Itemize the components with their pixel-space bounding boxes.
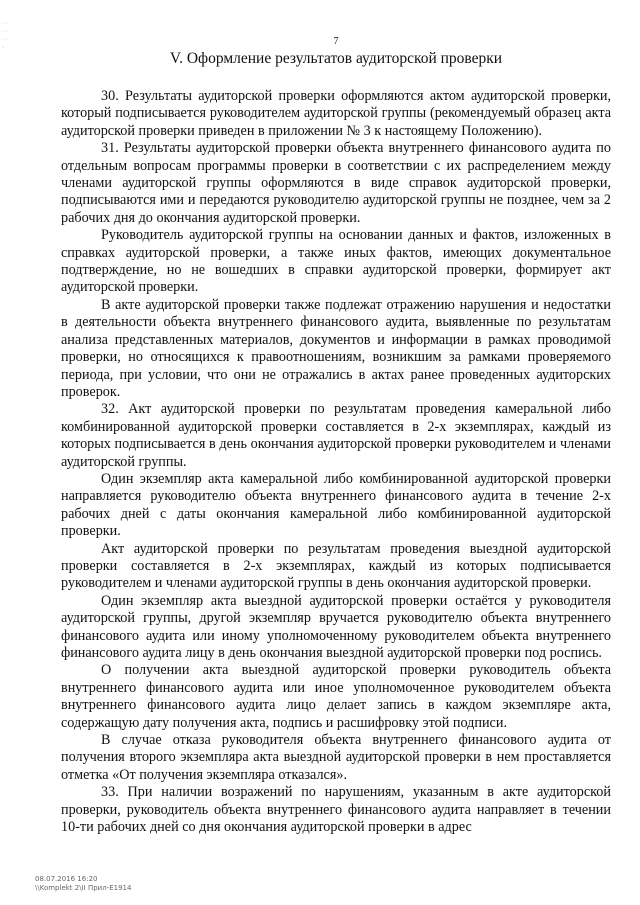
footer-file-path: \\Komplekt 2\II Прил-Е1914 — [35, 884, 132, 892]
paragraph-32-receipt: О получении акта выездной аудиторской проверки руководитель объекта внутреннего финансового аудита или иное уполномоченное руководителем объекта внутреннего финансового аудита лицо делает запись в каждом экземпляре акта, содержащую дату получения акта, подпись и расшифровку этой подписи. — [61, 662, 611, 731]
section-heading: V. Оформление результатов аудиторской проверки — [169, 50, 503, 67]
paragraph-31-act: В акте аудиторской проверки также подлежат отражению нарушения и недостатки в деятельности объекта внутреннего финансового аудита, выявленные по результатам анализа представленных материалов, документов и информации в рамках проводимой проверки, но относящихся к правоотношениям, возникшим за рамками проверяемого периода, при условии, что они не отражались в актах ранее проведенных аудиторских проверок. — [61, 296, 611, 400]
paragraph-32-onsite: Акт аудиторской проверки по результатам проведения выездной аудиторской проверки составляется в 2-х экземплярах, каждый из которых подписывается руководителем и членами аудиторской группы в день окончания аудиторской проверки. — [61, 540, 611, 592]
body-text — [61, 88, 611, 836]
scan-margin-marks: · · · · · · · — [2, 21, 8, 51]
file-footer — [35, 875, 131, 893]
paragraph-31: 31. Результаты аудиторской проверки объекта внутреннего финансового аудита по отдельным вопросам программы проверки в соответствии с их распределением между членами аудиторской группы оформляются в виде справок аудиторской проверки, подписываются ими и передаются руководителю аудиторской группы не позднее, чем за 2 рабочих дня до окончания аудиторской проверки. — [61, 140, 611, 226]
paragraph-32-copy-sent: Один экземпляр акта камеральной либо комбинированной аудиторской проверки направляется руководителю объекта внутреннего финансового аудита в течение 2-х рабочих дней с даты окончания камеральной либо комбинированной аудиторской проверки. — [61, 470, 611, 540]
footer-timestamp: 08.07.2016 16:20 — [35, 875, 98, 883]
paragraph-33: 33. При наличии возражений по нарушениям, указанным в акте аудиторской проверки, руководитель объекта внутреннего финансового аудита направляет в течении 10-ти рабочих дней со дня окончания аудиторской проверки в адрес — [61, 784, 611, 836]
paragraph-31-head: Руководитель аудиторской группы на основании данных и фактов, изложенных в справках аудиторской проверки, а также иных фактов, имеющих документальное подтверждение, но не вошедших в справки аудиторской проверки, формирует акт аудиторской проверки. — [61, 227, 611, 296]
paragraph-32: 32. Акт аудиторской проверки по результатам проведения камеральной либо комбинированной аудиторской проверки составляется в 2-х экземплярах, каждый из которых подписывается в день окончания аудиторской проверки руководителем и членами аудиторской группы. — [61, 401, 611, 470]
paragraph-32-onsite-copy: Один экземпляр акта выездной аудиторской проверки остаётся у руководителя аудиторской группы, другой экземпляр вручается руководителю объекта внутреннего финансового аудита или иному уполномоченному руководителем объекта внутреннего финансового аудита лицу в день окончания выездной аудиторской проверки под роспись. — [61, 592, 611, 661]
paragraph-32-refusal: В случае отказа руководителя объекта внутреннего финансового аудита от получения второго экземпляра акта выездной аудиторской проверки в нем проставляется отметка «От получения экземпляра отказался». — [61, 732, 611, 783]
page-number: 7 — [333, 36, 339, 47]
paragraph-30: 30. Результаты аудиторской проверки оформляются актом аудиторской проверки, который подписывается руководителем аудиторской группы (рекомендуемый образец акта аудиторской проверки приведен в приложении № 3 к настоящему Положению). — [61, 88, 611, 139]
